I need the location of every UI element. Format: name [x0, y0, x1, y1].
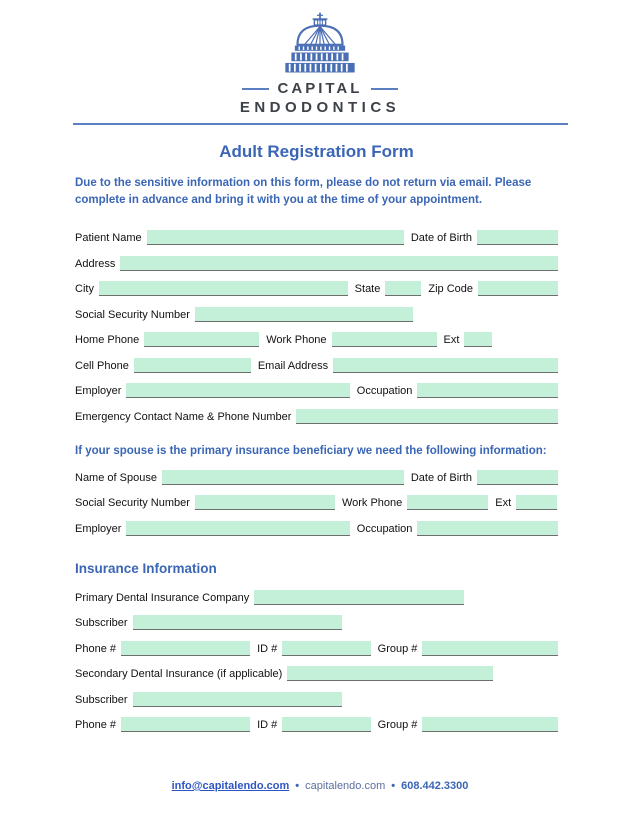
form-body [75, 229, 558, 732]
secondary-group-field[interactable] [422, 717, 558, 732]
capitol-dome-icon [281, 61, 359, 78]
zip-code-label: Zip Code [428, 283, 473, 296]
insurance-section-heading: Insurance Information [75, 560, 217, 576]
group-label: Group # [377, 642, 418, 655]
home-phone-ext-field[interactable] [464, 332, 492, 347]
emergency-contact-name-phone-number-label: Emergency Contact Name & Phone Number [75, 410, 292, 423]
patient-form-row [75, 331, 558, 347]
name-of-spouse-label: Name of Spouse [75, 471, 157, 484]
date-of-birth-label: Date of Birth [410, 471, 472, 484]
insurance-form-row [75, 640, 558, 656]
primary-id-field[interactable] [282, 641, 370, 656]
spouse-occupation-field[interactable] [417, 521, 558, 536]
social-security-number-field[interactable] [195, 307, 413, 322]
insurance-form-row [75, 665, 558, 681]
insurance-form-row [75, 589, 558, 605]
city-field[interactable] [99, 281, 348, 296]
group-label: Group # [377, 719, 418, 732]
date-of-birth-field[interactable] [477, 230, 558, 245]
logo-wordmark-line1 [0, 80, 640, 97]
employer-label: Employer [75, 522, 122, 535]
spouse-work-phone-field[interactable] [407, 495, 488, 510]
insurance-form-row [75, 614, 558, 630]
emergency-contact-field[interactable] [296, 409, 558, 424]
secondary-id-field[interactable] [282, 717, 370, 732]
footer-separator: • [295, 780, 300, 792]
spouse-work-phone-ext-field[interactable] [516, 495, 557, 510]
spouse-social-security-number-field[interactable] [195, 495, 335, 510]
footer-separator: • [391, 780, 396, 792]
spouse-name-field[interactable] [162, 470, 404, 485]
employer-label: Employer [75, 385, 122, 398]
secondary-insurance-company-field[interactable] [287, 666, 493, 681]
city-label: City [75, 283, 94, 296]
footer [0, 780, 640, 792]
spouse-form-row [75, 469, 558, 485]
date-of-birth-label: Date of Birth [410, 232, 472, 245]
patient-form-row [75, 382, 558, 398]
website-text: capitalendo.com [305, 780, 386, 792]
email-link[interactable]: info@capitalendo.com [171, 780, 290, 792]
patient-name-label: Patient Name [75, 232, 142, 245]
spouse-form-row [75, 494, 558, 510]
work-phone-label: Work Phone [266, 334, 327, 347]
spouse-date-of-birth-field[interactable] [477, 470, 558, 485]
secondary-phone-field[interactable] [121, 717, 250, 732]
primary-insurance-company-field[interactable] [254, 590, 464, 605]
zip-code-field[interactable] [478, 281, 558, 296]
ext-label: Ext [443, 334, 460, 347]
logo [0, 0, 640, 116]
subscriber-label: Subscriber [75, 617, 128, 630]
phone-number: 608.442.3300 [401, 780, 469, 792]
page-title: Adult Registration Form [219, 142, 414, 161]
state-label: State [354, 283, 381, 296]
patient-form-row [75, 306, 558, 322]
logo-text-capital: CAPITAL [277, 80, 363, 97]
work-phone-label: Work Phone [341, 497, 403, 510]
address-label: Address [75, 257, 116, 270]
subscriber-label: Subscriber [75, 693, 128, 706]
occupation-label: Occupation [356, 522, 413, 535]
primary-phone-field[interactable] [121, 641, 250, 656]
id-label: ID # [257, 642, 278, 655]
state-field[interactable] [385, 281, 421, 296]
phone-label: Phone # [75, 642, 116, 655]
cell-phone-label: Cell Phone [75, 359, 129, 372]
work-phone-field[interactable] [332, 332, 437, 347]
social-security-number-label: Social Security Number [75, 497, 190, 510]
patient-name-field[interactable] [147, 230, 404, 245]
patient-form-row [75, 280, 558, 296]
form-content [75, 142, 558, 732]
patient-form-row [75, 408, 558, 424]
insurance-form-row [75, 716, 558, 732]
home-phone-label: Home Phone [75, 334, 140, 347]
home-phone-field[interactable] [144, 332, 259, 347]
occupation-field[interactable] [417, 383, 558, 398]
logo-dash-right [371, 88, 398, 90]
logo-text-endodontics: ENDODONTICS [239, 99, 401, 116]
patient-form-row [75, 229, 558, 245]
spouse-section-heading: If your spouse is the primary insurance beneficiary we need the following information: [75, 444, 547, 457]
phone-label: Phone # [75, 719, 116, 732]
primary-subscriber-field[interactable] [133, 615, 342, 630]
ext-label: Ext [495, 497, 512, 510]
address-field[interactable] [120, 256, 558, 271]
spouse-form-row [75, 520, 558, 536]
social-security-number-label: Social Security Number [75, 308, 190, 321]
patient-form-row [75, 255, 558, 271]
insurance-form-row [75, 691, 558, 707]
primary-dental-insurance-company-label: Primary Dental Insurance Company [75, 591, 250, 604]
logo-dash-left [242, 88, 269, 90]
email-address-field[interactable] [333, 358, 558, 373]
primary-group-field[interactable] [422, 641, 558, 656]
id-label: ID # [257, 719, 278, 732]
header-divider [73, 123, 568, 125]
occupation-label: Occupation [356, 385, 413, 398]
patient-form-row [75, 357, 558, 373]
email-address-label: Email Address [257, 359, 329, 372]
cell-phone-field[interactable] [134, 358, 251, 373]
intro-note: Due to the sensitive information on this form, please do not return via email. Please complete in advance and bring it with you at the time of your appointment. [75, 177, 532, 206]
employer-field[interactable] [126, 383, 349, 398]
secondary-dental-insurance-if-applicable-label: Secondary Dental Insurance (if applicable) [75, 668, 283, 681]
secondary-subscriber-field[interactable] [133, 692, 342, 707]
spouse-employer-field[interactable] [126, 521, 349, 536]
